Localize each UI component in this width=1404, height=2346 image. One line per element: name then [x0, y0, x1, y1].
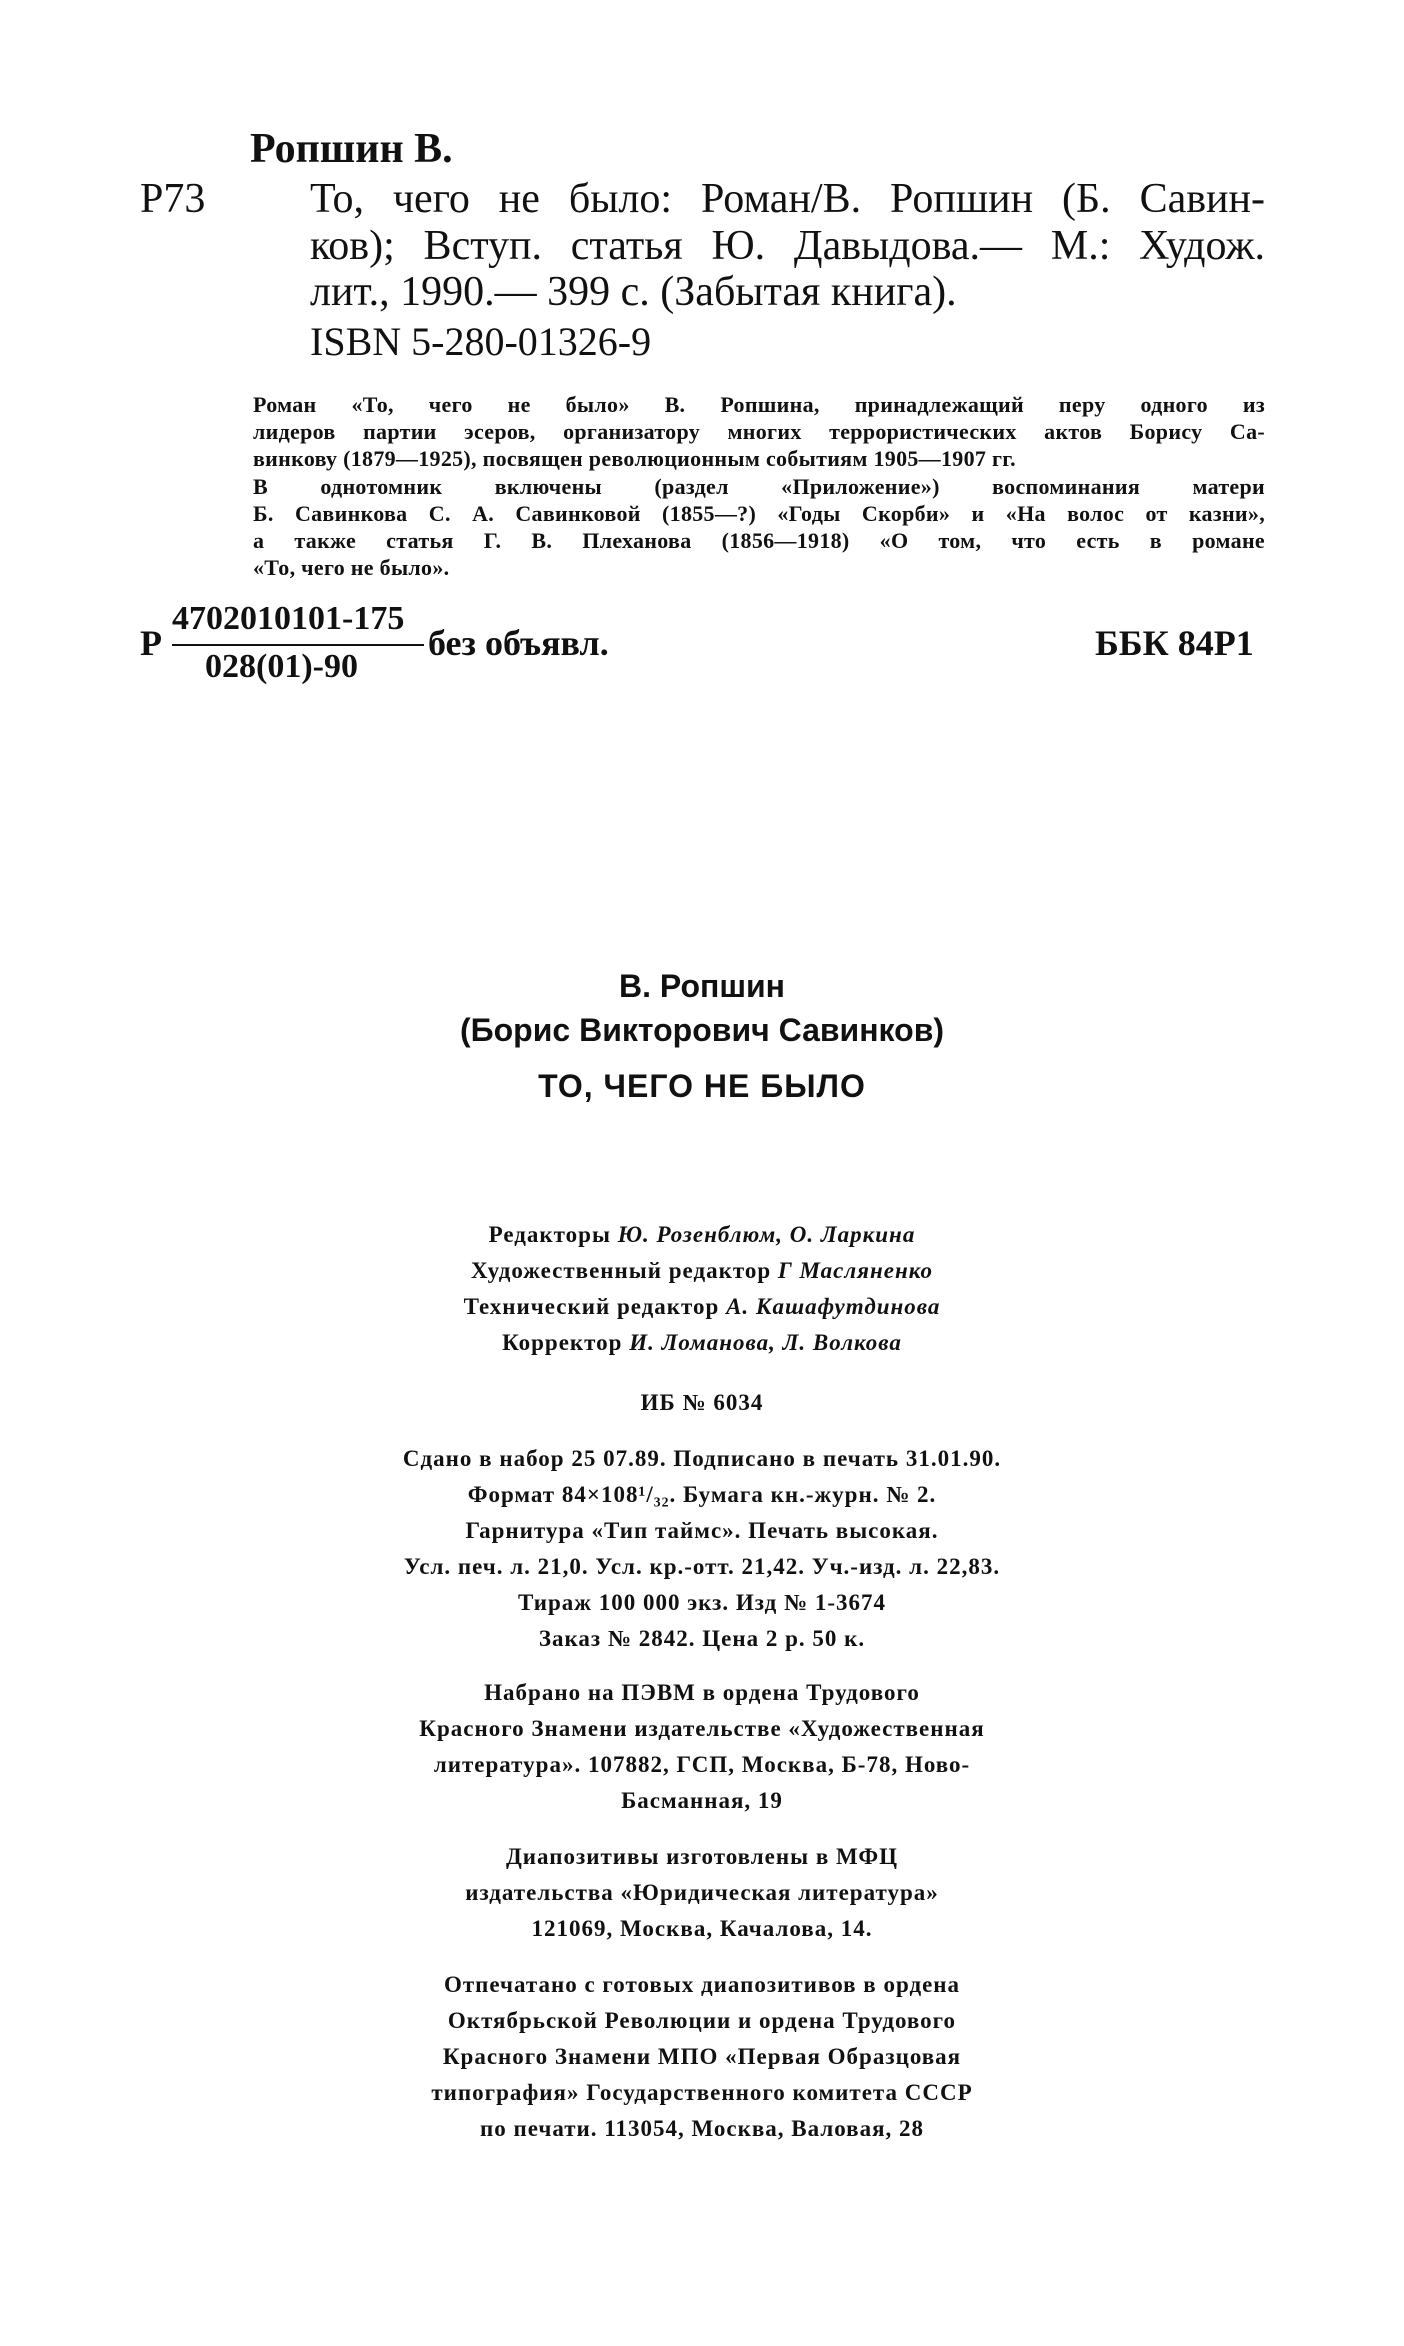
ib-number: ИБ № 6034 — [640, 1390, 764, 1415]
shelf-mark: Р73 — [140, 176, 206, 222]
typeset-line: Басманная, 19 — [621, 1788, 783, 1813]
printed-line: Красного Знамени МПО «Первая Образцовая — [442, 2044, 962, 2069]
credit-names: И. Ломанова, Л. Волкова — [629, 1330, 902, 1355]
author-full-name: (Борис Викторович Савинков) — [459, 1012, 945, 1048]
imprint-spec-line: Сдано в набор 25 07.89. Подписано в печать 31.01.90. — [402, 1446, 1002, 1471]
slides-line: 121069, Москва, Качалова, 14. — [531, 1916, 873, 1941]
credit-names: Ю. Розенблюм, О. Ларкина — [617, 1222, 916, 1247]
isbn: ISBN 5-280-01326-9 — [310, 319, 652, 364]
printed-line: Октябрьской Революции и ордена Трудового — [447, 2008, 957, 2033]
slides-line: издательства «Юридическая литература» — [465, 1880, 939, 1905]
credit-tech-editor — [0, 1294, 1404, 1320]
fraction-bar — [172, 644, 424, 646]
annotation-line: «То, чего не было». — [253, 555, 450, 580]
credit-label: Технический редактор — [463, 1294, 720, 1319]
slides-line: Диапозитивы изготовлены в МФЦ — [505, 1844, 899, 1869]
credit-editors — [0, 1222, 1404, 1248]
credit-art-editor — [0, 1258, 1404, 1284]
credit-names: Г Масляненко — [777, 1258, 934, 1283]
annotation-line: лидеров партии эсеров, организатору многих террористических актов Борису Са- — [253, 419, 1265, 444]
annotation-line: В однотомник включены (раздел «Приложение») воспоминания матери — [253, 474, 1265, 499]
catalog-author-heading: Ропшин В. — [250, 126, 453, 172]
annotation-line: а также статья Г. В. Плеханова (1856—1918) «О том, что есть в романе — [253, 528, 1265, 553]
printed-line: по печати. 113054, Москва, Валовая, 28 — [479, 2116, 925, 2141]
description-line: ков); Вступ. статья Ю. Давыдова.— М.: Худож. — [310, 223, 1265, 269]
credit-label: Художественный редактор — [470, 1258, 772, 1283]
credit-names: А. Кашафутдинова — [726, 1294, 941, 1319]
printed-line: Отпечатано с готовых диапозитивов в ордена — [443, 1972, 961, 1997]
book-title: ТО, ЧЕГО НЕ БЫЛО — [538, 1068, 866, 1104]
code-prefix: Р — [140, 623, 162, 663]
imprint-spec-line: Гарнитура «Тип таймс». Печать высокая. — [465, 1518, 939, 1543]
description-line: То, чего не было: Роман/В. Ропшин (Б. Савин- — [310, 176, 1265, 222]
imprint-spec-line: Заказ № 2842. Цена 2 р. 50 к. — [538, 1626, 866, 1651]
description-line: лит., 1990.— 399 с. (Забытая книга). — [310, 269, 957, 315]
code-numerator: 4702010101-175 — [172, 600, 405, 637]
credit-label: Корректор — [502, 1330, 623, 1355]
code-denominator: 028(01)-90 — [205, 648, 358, 685]
typeset-line: литература». 107882, ГСП, Москва, Б-78, Ново- — [433, 1752, 971, 1777]
imprint-spec-line: Тираж 100 000 экз. Изд № 1-3674 — [518, 1590, 886, 1615]
annotation-line: Б. Савинкова С. А. Савинковой (1855—?) «Годы Скорби» и «На волос от казни», — [253, 501, 1265, 526]
bbk-code: ББК 84Р1 — [1095, 623, 1254, 663]
credit-proofreader — [0, 1330, 1404, 1356]
printed-line: типография» Государственного комитета СССР — [431, 2080, 973, 2105]
typeset-line: Набрано на ПЭВМ в ордена Трудового — [484, 1680, 920, 1705]
author-name: В. Ропшин — [619, 968, 785, 1004]
typeset-line: Красного Знамени издательстве «Художественная — [419, 1716, 985, 1741]
annotation-line: Роман «То, чего не было» В. Ропшина, принадлежащий перу одного из — [253, 392, 1265, 417]
annotation-line: винкову (1879—1925), посвящен революционным событиям 1905—1907 гг. — [253, 446, 1016, 471]
credit-label: Редакторы — [488, 1222, 611, 1247]
imprint-spec-line: Усл. печ. л. 21,0. Усл. кр.-отт. 21,42. Уч.-изд. л. 22,83. — [403, 1554, 1001, 1579]
code-note: без объявл. — [428, 623, 609, 663]
imprint-spec-line: Формат 84×108¹/₃₂. Бумага кн.-журн. № 2. — [467, 1482, 937, 1507]
